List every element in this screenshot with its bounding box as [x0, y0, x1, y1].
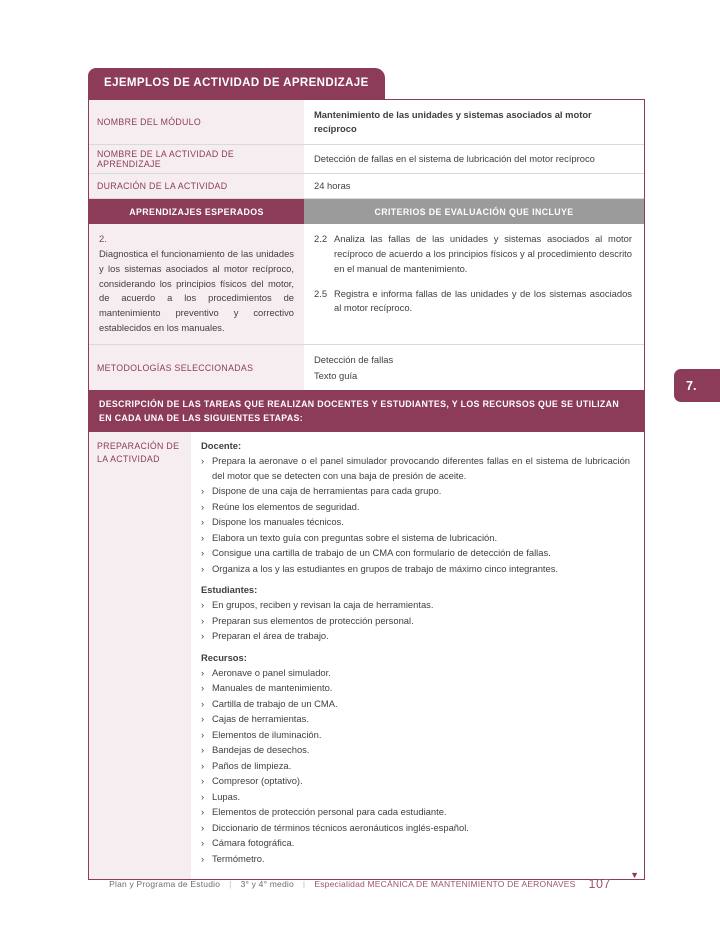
list-item	[201, 821, 630, 836]
list-item-text: Elementos de protección personal para cada estudiante.	[212, 806, 447, 818]
tasks-description-banner: DESCRIPCIÓN DE LAS TAREAS QUE REALIZAN DOCENTES Y ESTUDIANTES, Y LOS RECURSOS QUE SE UTILIZAN EN CADA UNA DE LAS SIGUIENTES ETAPAS:	[89, 390, 644, 432]
table-row-duration	[89, 174, 644, 199]
activity-name-label: NOMBRE DE LA ACTIVIDAD DE APRENDIZAJE	[89, 145, 304, 173]
list-item	[201, 629, 630, 644]
stage-label: PREPARACIÓN DE LA ACTIVIDAD	[89, 432, 191, 879]
module-name-label: NOMBRE DEL MÓDULO	[89, 100, 304, 144]
list-item	[201, 454, 630, 483]
group-heading-docente: Docente:	[201, 440, 242, 452]
criterion-item	[314, 232, 632, 276]
page-number: 107	[588, 877, 611, 891]
list-item	[201, 774, 630, 789]
list-item	[201, 546, 630, 561]
list-item-text: Bandejas de desechos.	[212, 744, 310, 756]
group-heading-estudiantes: Estudiantes:	[201, 584, 258, 596]
list-item	[201, 743, 630, 758]
footer-grade: 3° y 4° medio	[240, 879, 294, 889]
chapter-tab	[674, 369, 720, 402]
activity-name-value: Detección de fallas en el sistema de lubricación del motor recíproco	[314, 152, 595, 164]
methodology-line: Detección de fallas	[314, 354, 394, 366]
recursos-item-list	[201, 666, 630, 867]
expected-learning-number: 2.	[99, 233, 107, 245]
group-recursos	[201, 652, 630, 867]
list-item-text: Prepara la aeronave o el panel simulador provocando diferentes fallas en el sistema de lubricación del motor que se detecten con una baja de presión de aceite.	[212, 455, 630, 481]
bullet-icon: ›	[201, 713, 205, 725]
criterion-text: Registra e informa fallas de las unidades y de los sistemas asociados al motor recíproco.	[334, 287, 632, 314]
footer-separator: |	[302, 879, 306, 889]
list-item	[201, 697, 630, 712]
list-item-text: Cajas de herramientas.	[212, 713, 309, 725]
list-item-text: Elabora un texto guía con preguntas sobre el sistema de lubricación.	[212, 531, 498, 543]
bullet-icon: ›	[201, 728, 205, 740]
estudiantes-item-list	[201, 598, 630, 644]
methodologies-label: METODOLOGÍAS SELECCIONADAS	[89, 345, 304, 390]
table-row-module	[89, 100, 644, 145]
footer-separator: |	[229, 879, 232, 889]
table-row-activity-name	[89, 145, 644, 174]
criterion-text: Analiza las fallas de las unidades y sistemas asociados al motor recíproco de acuerdo a los principios físicos y al procedimiento descrito en el manual de mantenimiento.	[334, 233, 632, 274]
list-item	[201, 515, 630, 530]
list-item	[201, 852, 630, 867]
footer-program: Plan y Programa de Estudio	[109, 879, 221, 889]
list-item-text: Lupas.	[212, 790, 241, 802]
bullet-icon: ›	[201, 516, 205, 528]
list-item-text: Compresor (optativo).	[212, 775, 303, 787]
bullet-icon: ›	[201, 775, 205, 787]
list-item-text: Paños de limpieza.	[212, 759, 292, 771]
bullet-icon: ›	[201, 852, 205, 864]
duration-label: DURACIÓN DE LA ACTIVIDAD	[89, 174, 304, 198]
group-heading-recursos: Recursos:	[201, 651, 247, 663]
bullet-icon: ›	[201, 547, 205, 559]
list-item	[201, 836, 630, 851]
continuation-arrow-icon: ▼	[630, 870, 639, 881]
bullet-icon: ›	[201, 485, 205, 497]
list-item	[201, 598, 630, 613]
expected-learning-cell	[89, 224, 304, 344]
module-name-value: Mantenimiento de las unidades y sistemas asociados al motor recíproco	[314, 108, 592, 134]
page-title: EJEMPLOS DE ACTIVIDAD DE APRENDIZAJE	[88, 68, 385, 99]
list-item-text: Aeronave o panel simulador.	[212, 666, 331, 678]
expected-learning-text: Diagnostica el funcionamiento de las unidades y los sistemas asociados al motor recíproco, considerando los principios físicos del motor, de acuerdo a los procedimientos de mantenimiento preventivo y correctivo establecidos en los manuales.	[99, 247, 294, 333]
preparation-content	[191, 432, 644, 879]
list-item	[201, 531, 630, 546]
list-item-text: Diccionario de términos técnicos aeronáuticos inglés-español.	[212, 821, 469, 833]
list-item-text: Cartilla de trabajo de un CMA.	[212, 697, 338, 709]
list-item	[201, 500, 630, 515]
list-item	[201, 681, 630, 696]
list-item	[201, 790, 630, 805]
methodology-line: Texto guía	[314, 369, 358, 381]
list-item	[201, 805, 630, 820]
bullet-icon: ›	[201, 682, 205, 694]
group-docente	[201, 440, 630, 576]
bullet-icon: ›	[201, 806, 205, 818]
bullet-icon: ›	[201, 599, 205, 611]
bullet-icon: ›	[201, 697, 205, 709]
bullet-icon: ›	[201, 562, 205, 574]
chapter-tab-number: 7.	[686, 378, 697, 393]
list-item-text: Cámara fotográfica.	[212, 837, 295, 849]
preparation-section	[89, 432, 644, 879]
list-item-text: Preparan el área de trabajo.	[212, 630, 329, 642]
group-estudiantes	[201, 584, 630, 644]
bullet-icon: ›	[201, 500, 205, 512]
list-item-text: Elementos de iluminación.	[212, 728, 322, 740]
bullet-icon: ›	[201, 666, 205, 678]
list-item	[201, 712, 630, 727]
bullet-icon: ›	[201, 821, 205, 833]
table-row-methodologies	[89, 344, 644, 390]
criterion-item	[314, 287, 632, 317]
list-item-text: Termómetro.	[212, 852, 265, 864]
list-item	[201, 614, 630, 629]
list-item	[201, 759, 630, 774]
bullet-icon: ›	[201, 630, 205, 642]
expected-learning-header: APRENDIZAJES ESPERADOS	[89, 199, 304, 224]
criterion-number: 2.2	[314, 233, 328, 245]
bullet-icon: ›	[201, 614, 205, 626]
docente-item-list	[201, 454, 630, 576]
list-item-text: Organiza a los y las estudiantes en grupos de trabajo de máximo cinco integrantes.	[212, 562, 559, 574]
evaluation-criteria-header: CRITERIOS DE EVALUACIÓN QUE INCLUYE	[304, 199, 644, 224]
bullet-icon: ›	[201, 455, 205, 467]
learning-content-row	[89, 224, 644, 344]
list-item-text: Dispone de una caja de herramientas para cada grupo.	[212, 485, 442, 497]
list-item	[201, 666, 630, 681]
bullet-icon: ›	[201, 744, 205, 756]
list-item-text: Consigue una cartilla de trabajo de un CMA con formulario de detección de fallas.	[212, 547, 551, 559]
list-item	[201, 728, 630, 743]
bullet-icon: ›	[201, 759, 205, 771]
list-item-text: Dispone los manuales técnicos.	[212, 516, 344, 528]
criterion-number: 2.5	[314, 287, 328, 299]
footer-specialty: Especialidad MECÁNICA DE MANTENIMIENTO DE AERONAVES	[314, 879, 576, 889]
list-item-text: Preparan sus elementos de protección personal.	[212, 614, 414, 626]
list-item-text: Manuales de mantenimiento.	[212, 682, 333, 694]
duration-value: 24 horas	[314, 180, 351, 191]
bullet-icon: ›	[201, 837, 205, 849]
list-item-text: En grupos, reciben y revisan la caja de herramientas.	[212, 599, 434, 611]
list-item-text: Reúne los elementos de seguridad.	[212, 500, 360, 512]
activity-table	[88, 99, 645, 880]
page-footer	[0, 877, 720, 891]
bullet-icon: ›	[201, 790, 205, 802]
methodologies-values	[304, 345, 644, 390]
list-item	[201, 484, 630, 499]
bullet-icon: ›	[201, 531, 205, 543]
learning-header-row	[89, 199, 644, 224]
list-item	[201, 562, 630, 577]
evaluation-criteria-cell	[304, 224, 644, 344]
